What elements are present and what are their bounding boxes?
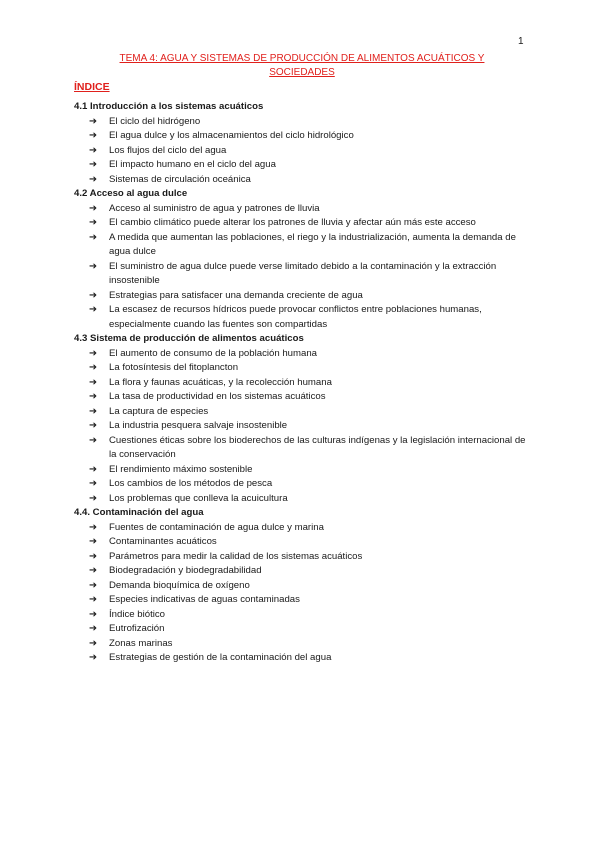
list-item-text: Cuestiones éticas sobre los bioderechos de las culturas indígenas y la legislación internacional de la conservación (109, 434, 526, 460)
arrow-right-icon: ➔ (89, 130, 98, 141)
list-item-text: El impacto humano en el ciclo del agua (109, 159, 276, 170)
list-item-text: La flora y faunas acuáticas, y la recolección humana (109, 376, 332, 388)
list-item (74, 173, 534, 188)
list-item (74, 158, 534, 173)
section-4-2 (74, 187, 534, 332)
arrow-right-icon: ➔ (89, 637, 98, 649)
arrow-right-icon: ➔ (89, 260, 98, 272)
list-item (74, 477, 534, 492)
list-item (74, 376, 534, 391)
list-item-text: Biodegradación y biodegradabilidad (109, 565, 262, 576)
list-item-text: A medida que aumentan las poblaciones, el riego y la industrialización, aumenta la demanda de agua dulce (109, 231, 516, 257)
section-item-list (74, 347, 534, 507)
list-item (74, 390, 534, 405)
list-item (74, 347, 534, 362)
list-item (74, 651, 534, 666)
section-4-1 (74, 100, 534, 187)
list-item-text: La industria pesquera salvaje insostenible (109, 420, 288, 431)
list-item (74, 593, 534, 608)
list-item-text: Los problemas que conlleva la acuicultura (109, 492, 288, 504)
list-item (74, 579, 534, 594)
list-item (74, 202, 534, 217)
list-item (74, 637, 534, 652)
document-title: TEMA 4: AGUA Y SISTEMAS DE PRODUCCIÓN DE ALIMENTOS ACUÁTICOS Y SOCIEDADES (119, 53, 485, 78)
section-heading: 4.3 Sistema de producción de alimentos acuáticos (74, 333, 304, 344)
list-item-text: Estrategias de gestión de la contaminación del agua (109, 652, 332, 663)
list-item (74, 463, 534, 478)
list-item-text: Especies indicativas de aguas contaminadas (109, 594, 300, 605)
list-item (74, 144, 534, 159)
arrow-right-icon: ➔ (89, 565, 98, 576)
list-item-text: Sistemas de circulación oceánica (109, 173, 251, 185)
list-item-text: El cambio climático puede alterar los patrones de lluvia y afectar aún más este acceso (109, 217, 476, 228)
arrow-right-icon: ➔ (89, 608, 98, 620)
list-item (74, 289, 534, 304)
table-of-contents (74, 100, 534, 666)
list-item-text: El agua dulce y los almacenamientos del ciclo hidrológico (109, 130, 354, 141)
list-item-text: Acceso al suministro de agua y patrones de lluvia (109, 202, 320, 214)
list-item-text: Los flujos del ciclo del agua (109, 144, 227, 156)
arrow-right-icon: ➔ (89, 623, 98, 634)
list-item (74, 492, 534, 507)
arrow-right-icon: ➔ (89, 391, 98, 402)
list-item (74, 361, 534, 376)
section-4-3 (74, 332, 534, 506)
list-item (74, 434, 534, 463)
section-4-4 (74, 506, 534, 666)
list-item (74, 550, 534, 565)
list-item-text: Los cambios de los métodos de pesca (109, 478, 273, 489)
list-item (74, 419, 534, 434)
arrow-right-icon: ➔ (89, 347, 98, 359)
list-item (74, 521, 534, 536)
list-item-text: El rendimiento máximo sostenible (109, 463, 253, 475)
arrow-right-icon: ➔ (89, 536, 98, 547)
arrow-right-icon: ➔ (89, 492, 98, 504)
arrow-right-icon: ➔ (89, 550, 98, 562)
arrow-right-icon: ➔ (89, 144, 98, 156)
arrow-right-icon: ➔ (89, 304, 98, 315)
arrow-right-icon: ➔ (89, 289, 98, 301)
arrow-right-icon: ➔ (89, 594, 98, 605)
list-item-text: Parámetros para medir la calidad de los sistemas acuáticos (109, 550, 363, 562)
list-item-text: Demanda bioquímica de oxígeno (109, 579, 250, 591)
list-item (74, 231, 534, 260)
list-item-text: Contaminantes acuáticos (109, 536, 217, 547)
arrow-right-icon: ➔ (89, 420, 98, 431)
arrow-right-icon: ➔ (89, 231, 98, 243)
arrow-right-icon: ➔ (89, 115, 98, 127)
arrow-right-icon: ➔ (89, 217, 98, 228)
list-item (74, 622, 534, 637)
list-item (74, 564, 534, 579)
arrow-right-icon: ➔ (89, 159, 98, 170)
list-item-text: La captura de especies (109, 405, 209, 417)
arrow-right-icon: ➔ (89, 463, 98, 475)
arrow-right-icon: ➔ (89, 434, 98, 446)
section-heading: 4.1 Introducción a los sistemas acuáticos (74, 101, 264, 112)
arrow-right-icon: ➔ (89, 521, 98, 533)
page-number: 1 (518, 36, 524, 47)
list-item (74, 216, 534, 231)
list-item-text: La escasez de recursos hídricos puede provocar conflictos entre poblaciones humanas, especialmente cuando las fuentes son compartidas (109, 304, 482, 330)
list-item (74, 260, 534, 289)
list-item (74, 129, 534, 144)
arrow-right-icon: ➔ (89, 579, 98, 591)
arrow-right-icon: ➔ (89, 652, 98, 663)
section-heading: 4.2 Acceso al agua dulce (74, 188, 188, 199)
list-item-text: Eutrofización (109, 623, 165, 634)
list-item (74, 115, 534, 130)
list-item (74, 608, 534, 623)
arrow-right-icon: ➔ (89, 478, 98, 489)
arrow-right-icon: ➔ (89, 202, 98, 214)
section-item-list (74, 521, 534, 666)
arrow-right-icon: ➔ (89, 405, 98, 417)
list-item-text: Fuentes de contaminación de agua dulce y marina (109, 521, 324, 533)
list-item-text: El ciclo del hidrógeno (109, 115, 201, 127)
arrow-right-icon: ➔ (89, 173, 98, 185)
list-item-text: Zonas marinas (109, 637, 173, 649)
section-item-list (74, 202, 534, 333)
section-heading: 4.4. Contaminación del agua (74, 507, 204, 518)
index-heading: ÍNDICE (74, 81, 110, 93)
list-item (74, 535, 534, 550)
section-item-list (74, 115, 534, 188)
list-item-text: La fotosíntesis del fitoplancton (109, 362, 239, 373)
list-item-text: La tasa de productividad en los sistemas acuáticos (109, 391, 326, 402)
list-item-text: Estrategias para satisfacer una demanda creciente de agua (109, 289, 363, 301)
list-item-text: El suministro de agua dulce puede verse limitado debido a la contaminación y la extracción insostenible (109, 260, 497, 286)
list-item (74, 303, 534, 332)
arrow-right-icon: ➔ (89, 362, 98, 373)
arrow-right-icon: ➔ (89, 376, 98, 388)
list-item-text: Índice biótico (109, 608, 165, 620)
list-item (74, 405, 534, 420)
list-item-text: El aumento de consumo de la población humana (109, 347, 318, 359)
